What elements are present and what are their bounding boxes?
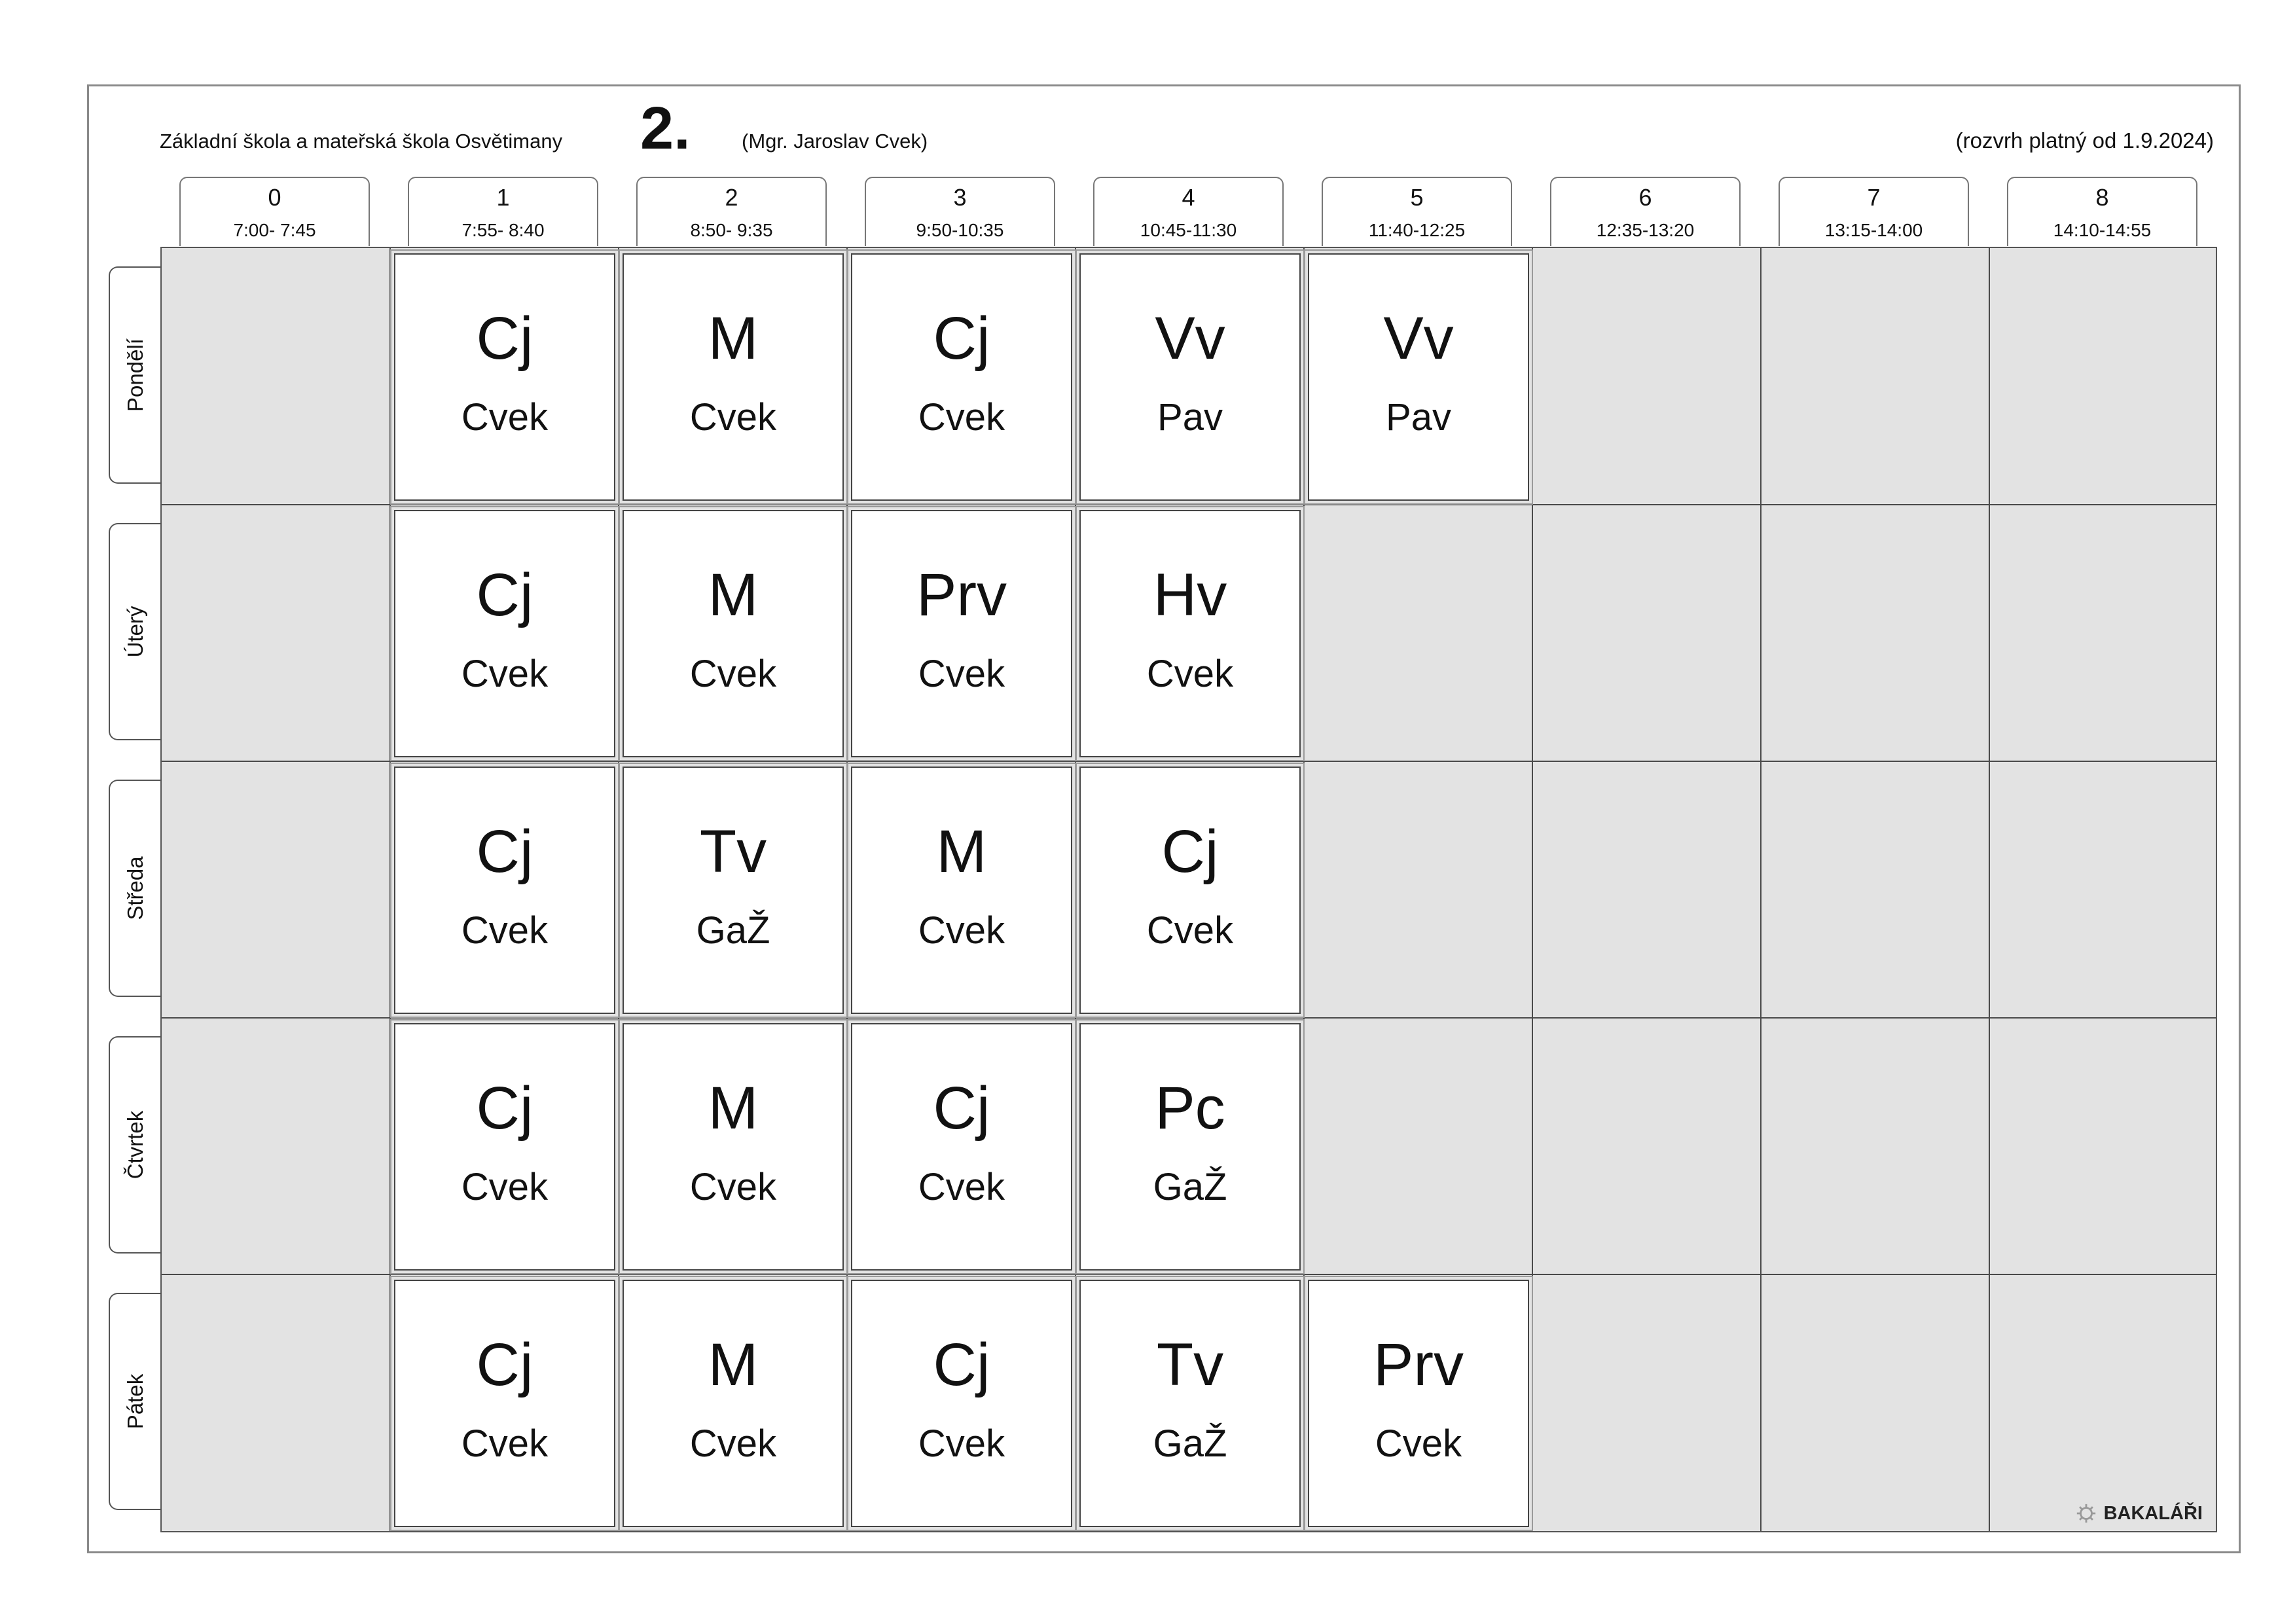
grid-row-divider bbox=[162, 761, 2216, 762]
period-time: 8:50- 9:35 bbox=[690, 219, 773, 240]
period-number: 8 bbox=[2095, 184, 2109, 211]
lesson-subject: Hv bbox=[1153, 562, 1227, 628]
logo-text: BAKALÁŘI bbox=[2103, 1502, 2203, 1524]
lesson-subject: Prv bbox=[916, 562, 1007, 628]
lesson-subject: Cj bbox=[933, 1331, 990, 1398]
grid-column-divider bbox=[1532, 248, 1533, 1531]
lesson-teacher: GaŽ bbox=[696, 909, 770, 952]
lesson-subject: M bbox=[708, 1331, 759, 1398]
lesson-subject: Cj bbox=[933, 1075, 990, 1142]
lesson-teacher: Cvek bbox=[918, 396, 1005, 439]
period-time: 11:40-12:25 bbox=[1368, 219, 1466, 240]
lesson-card[interactable] bbox=[1079, 510, 1301, 757]
day-tab-1 bbox=[109, 523, 161, 740]
lesson-teacher: Cvek bbox=[461, 909, 549, 952]
period-header-5 bbox=[1322, 177, 1512, 246]
lesson-teacher: Cvek bbox=[461, 396, 549, 439]
lesson-subject: M bbox=[936, 818, 987, 885]
period-header-0 bbox=[179, 177, 370, 246]
lesson-card[interactable] bbox=[394, 1280, 615, 1527]
lesson-card[interactable] bbox=[851, 1023, 1072, 1271]
lesson-card[interactable] bbox=[1079, 1280, 1301, 1527]
lesson-teacher: GaŽ bbox=[1153, 1422, 1227, 1465]
day-label: Úterý bbox=[123, 605, 147, 658]
day-tab-3 bbox=[109, 1036, 161, 1254]
lesson-card[interactable] bbox=[394, 1023, 615, 1271]
period-time: 14:10-14:55 bbox=[2053, 219, 2152, 240]
day-label: Čtvrtek bbox=[123, 1110, 147, 1180]
period-number: 2 bbox=[725, 184, 738, 211]
period-number: 0 bbox=[268, 184, 281, 211]
lesson-teacher: Cvek bbox=[689, 396, 777, 439]
lesson-card[interactable] bbox=[623, 1023, 844, 1271]
lesson-subject: Tv bbox=[699, 818, 767, 885]
lesson-subject: Cj bbox=[476, 818, 533, 885]
day-tab-2 bbox=[109, 780, 161, 997]
class-name: 2. bbox=[640, 95, 691, 162]
period-header-3 bbox=[865, 177, 1055, 246]
lesson-card[interactable] bbox=[1079, 1023, 1301, 1271]
lesson-card[interactable] bbox=[623, 510, 844, 757]
period-number: 3 bbox=[953, 184, 967, 211]
grid-column-divider bbox=[1760, 248, 1762, 1531]
lesson-subject: M bbox=[708, 562, 759, 628]
lesson-card[interactable] bbox=[623, 253, 844, 501]
grid-row-divider bbox=[162, 504, 2216, 505]
school-name: Základní škola a mateřská škola Osvětimany bbox=[160, 130, 563, 153]
lesson-card[interactable] bbox=[851, 767, 1072, 1014]
grid-column-divider bbox=[1989, 248, 1990, 1531]
lesson-card[interactable] bbox=[851, 1280, 1072, 1527]
lesson-teacher: Cvek bbox=[918, 653, 1005, 695]
grid-row-divider bbox=[162, 1017, 2216, 1019]
lesson-teacher: Cvek bbox=[1146, 653, 1234, 695]
lesson-subject: Cj bbox=[1161, 818, 1219, 885]
period-header-1 bbox=[408, 177, 598, 246]
period-number: 1 bbox=[496, 184, 510, 211]
period-header-2 bbox=[636, 177, 827, 246]
timetable-grid bbox=[160, 247, 2217, 1532]
lesson-card[interactable] bbox=[394, 510, 615, 757]
period-number: 7 bbox=[1867, 184, 1881, 211]
grid-column-divider bbox=[1075, 248, 1076, 1531]
lesson-subject: Tv bbox=[1156, 1331, 1224, 1398]
lesson-teacher: GaŽ bbox=[1153, 1166, 1227, 1208]
lesson-teacher: Cvek bbox=[918, 1422, 1005, 1465]
lesson-teacher: Cvek bbox=[689, 1422, 777, 1465]
lesson-subject: Cj bbox=[933, 305, 990, 372]
lesson-subject: Pc bbox=[1155, 1075, 1225, 1142]
lesson-subject: Vv bbox=[1155, 305, 1225, 372]
grid-column-divider bbox=[1303, 248, 1305, 1531]
period-time: 13:15-14:00 bbox=[1824, 219, 1923, 240]
lesson-subject: M bbox=[708, 305, 759, 372]
period-time: 10:45-11:30 bbox=[1140, 219, 1237, 240]
period-time: 7:00- 7:45 bbox=[233, 219, 316, 240]
lesson-card[interactable] bbox=[623, 1280, 844, 1527]
lesson-card[interactable] bbox=[1079, 253, 1301, 501]
lesson-subject: M bbox=[708, 1075, 759, 1142]
grid-column-divider bbox=[389, 248, 391, 1531]
class-teacher: (Mgr. Jaroslav Cvek) bbox=[742, 130, 928, 153]
lesson-card[interactable] bbox=[623, 767, 844, 1014]
lesson-teacher: Cvek bbox=[461, 653, 549, 695]
lesson-subject: Prv bbox=[1373, 1331, 1464, 1398]
lesson-card[interactable] bbox=[394, 767, 615, 1014]
lesson-teacher: Pav bbox=[1157, 396, 1223, 439]
lesson-card[interactable] bbox=[1079, 767, 1301, 1014]
period-header-8 bbox=[2007, 177, 2197, 246]
lesson-subject: Cj bbox=[476, 305, 533, 372]
lesson-teacher: Cvek bbox=[689, 1166, 777, 1208]
period-time: 9:50-10:35 bbox=[916, 219, 1004, 240]
day-label: Pondělí bbox=[123, 338, 147, 412]
period-time: 12:35-13:20 bbox=[1596, 219, 1695, 240]
lesson-card[interactable] bbox=[851, 253, 1072, 501]
lesson-teacher: Cvek bbox=[918, 909, 1005, 952]
lesson-teacher: Pav bbox=[1386, 396, 1451, 439]
lesson-teacher: Cvek bbox=[1146, 909, 1234, 952]
lesson-subject: Cj bbox=[476, 1331, 533, 1398]
day-tab-4 bbox=[109, 1293, 161, 1510]
lesson-teacher: Cvek bbox=[461, 1166, 549, 1208]
day-tab-0 bbox=[109, 266, 161, 484]
grid-column-divider bbox=[846, 248, 848, 1531]
period-header-7 bbox=[1779, 177, 1969, 246]
lesson-subject: Cj bbox=[476, 562, 533, 628]
lesson-card[interactable] bbox=[1308, 253, 1529, 501]
lesson-teacher: Cvek bbox=[689, 653, 777, 695]
day-label: Pátek bbox=[123, 1373, 147, 1430]
grid-column-divider bbox=[618, 248, 619, 1531]
lesson-card[interactable] bbox=[1308, 1280, 1529, 1527]
lesson-card[interactable] bbox=[851, 510, 1072, 757]
period-header-4 bbox=[1093, 177, 1284, 246]
grid-row-divider bbox=[162, 1274, 2216, 1275]
lesson-card[interactable] bbox=[394, 253, 615, 501]
period-time: 7:55- 8:40 bbox=[461, 219, 545, 240]
lesson-subject: Cj bbox=[476, 1075, 533, 1142]
period-header-6 bbox=[1550, 177, 1741, 246]
period-number: 6 bbox=[1638, 184, 1652, 211]
gear-icon bbox=[2075, 1502, 2097, 1525]
day-label: Středa bbox=[123, 856, 147, 920]
lesson-teacher: Cvek bbox=[918, 1166, 1005, 1208]
valid-from: (rozvrh platný od 1.9.2024) bbox=[1955, 128, 2214, 153]
lesson-teacher: Cvek bbox=[461, 1422, 549, 1465]
period-number: 5 bbox=[1410, 184, 1424, 211]
lesson-teacher: Cvek bbox=[1375, 1422, 1462, 1465]
lesson-subject: Vv bbox=[1383, 305, 1454, 372]
period-number: 4 bbox=[1182, 184, 1195, 211]
bakalari-logo bbox=[2075, 1502, 2203, 1525]
